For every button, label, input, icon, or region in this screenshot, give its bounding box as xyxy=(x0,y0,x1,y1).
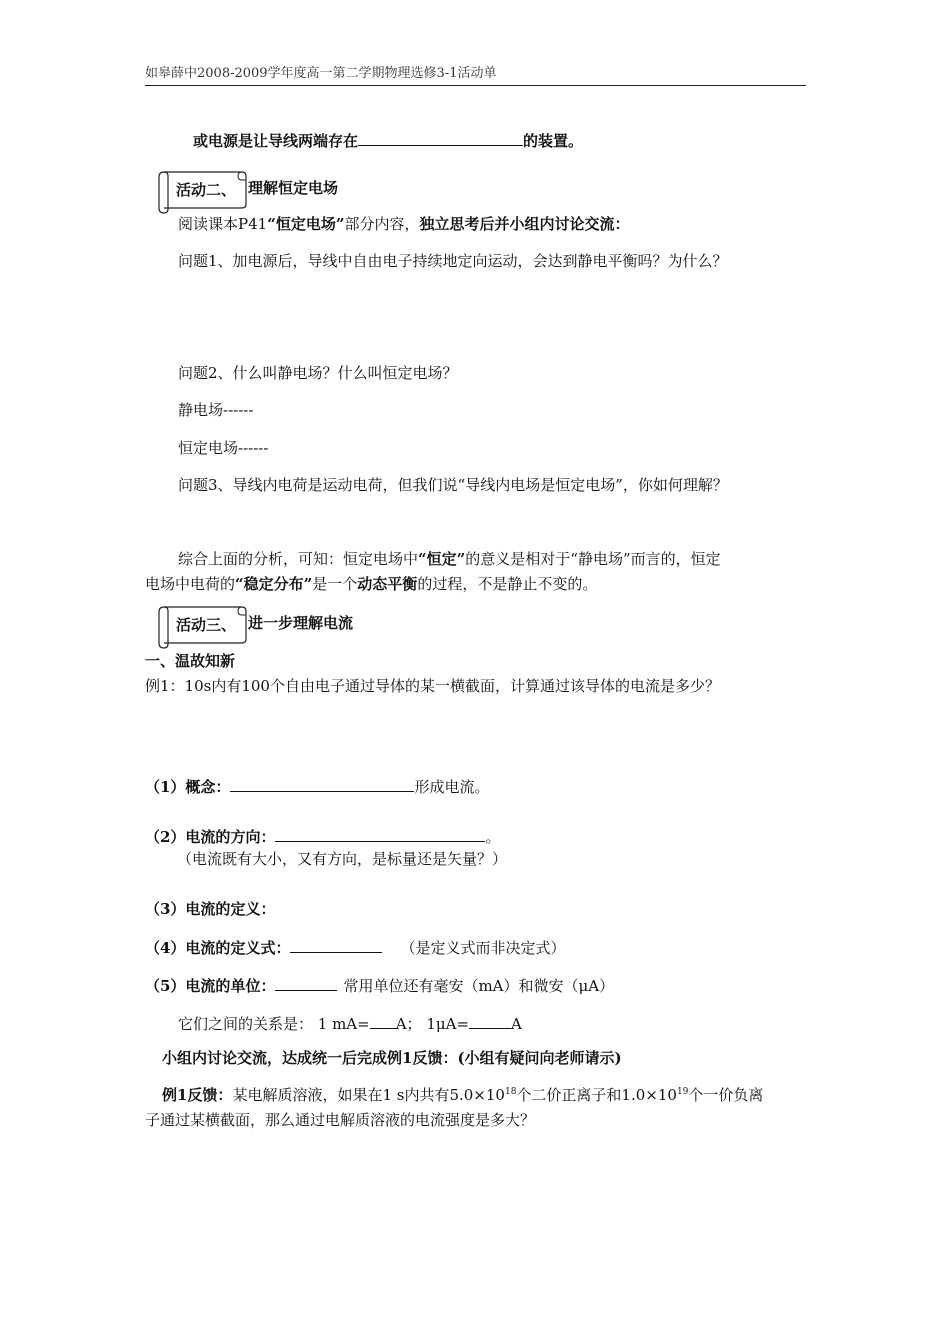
item-label: （4）电流的定义式： xyxy=(145,939,291,957)
relation-text: 它们之间的关系是： 1 mA= xyxy=(178,1015,370,1033)
feedback-line-2: 子通过某横截面，那么通过电解质溶液的电流强度是多大？ xyxy=(145,1111,536,1129)
answer-blank[interactable] xyxy=(230,776,414,792)
feedback-line-1 xyxy=(162,1086,763,1104)
exponent: 19 xyxy=(676,1087,689,1097)
summary-text: 综合上面的分析，可知：恒定电场中 xyxy=(178,550,419,568)
question-2: 问题2、什么叫静电场？什么叫恒定电场？ xyxy=(178,364,458,382)
answer-blank[interactable] xyxy=(290,937,382,953)
relation-text: A； 1μA= xyxy=(395,1015,470,1033)
activity-three-title: 进一步理解电流 xyxy=(248,614,354,632)
item-formula xyxy=(145,937,565,957)
activity-two-title: 理解恒定电场 xyxy=(248,179,339,197)
item-suffix: 形成电流。 xyxy=(414,778,490,796)
reading-instruction xyxy=(178,215,629,233)
relation-text: A xyxy=(511,1015,522,1033)
reading-part-1: 阅读课本P41 xyxy=(178,215,268,233)
item-suffix: 常用单位还有毫安（mA）和微安（μA） xyxy=(343,977,615,995)
summary-text: 电场中电荷的 xyxy=(145,575,236,593)
summary-text: 是一个 xyxy=(312,575,358,593)
direction-note: （电流既有大小，又有方向，是标量还是矢量？） xyxy=(177,850,508,868)
activity-two-scroll xyxy=(156,168,248,208)
feedback-label: 例1反馈： xyxy=(162,1086,233,1104)
summary-bold: “恒定” xyxy=(418,550,466,568)
question-1: 问题1、加电源后，导线中自由电子持续地定向运动，会达到静电平衡吗？为什么？ xyxy=(178,252,728,270)
answer-blank[interactable] xyxy=(275,826,485,842)
item-label: （2）电流的方向： xyxy=(145,828,276,846)
activity-three-label: 活动三、 xyxy=(176,616,237,634)
section-heading: 一、温故知新 xyxy=(145,652,236,670)
item-suffix: 。 xyxy=(485,828,501,846)
item-label: （5）电流的单位： xyxy=(145,977,276,995)
exponent: 18 xyxy=(504,1087,517,1097)
constant-field-line: 恒定电场------ xyxy=(178,439,269,457)
item-concept xyxy=(145,776,489,796)
item-suffix: （是定义式而非决定式） xyxy=(400,939,566,957)
item-unit xyxy=(145,975,614,995)
answer-blank[interactable] xyxy=(275,975,337,991)
summary-text: 的意义是相对于“静电场”而言的，恒定 xyxy=(465,550,721,568)
feedback-text: 某电解质溶液，如果在1 s内共有5.0×10 xyxy=(232,1086,505,1104)
example-1: 例1：10s内有100个自由电子通过导体的某一横截面，计算通过该导体的电流是多少？ xyxy=(145,677,720,695)
item-direction xyxy=(145,826,500,846)
page-header: 如皋薛中2008-2009学年度高一第二学期物理选修3-1活动单 xyxy=(145,66,497,81)
summary-line-1 xyxy=(178,550,721,568)
summary-bold: 动态平衡 xyxy=(357,575,418,593)
summary-bold: “稳定分布” xyxy=(235,575,313,593)
summary-text: 的过程，不是静止不变的。 xyxy=(417,575,598,593)
answer-blank[interactable] xyxy=(469,1013,511,1029)
power-source-prefix: 或电源是让导线两端存在 xyxy=(193,132,359,150)
item-label: （1）概念： xyxy=(145,778,231,796)
feedback-text: 个一价负离 xyxy=(688,1086,764,1104)
reading-part-2: “恒定电场” xyxy=(267,215,345,233)
activity-three-scroll xyxy=(156,603,248,643)
unit-relation xyxy=(178,1013,522,1033)
activity-two-label: 活动二、 xyxy=(176,181,237,199)
power-source-suffix: 的装置。 xyxy=(523,132,584,150)
reading-part-3: 部分内容， xyxy=(344,215,420,233)
feedback-text: 个二价正离子和1.0×10 xyxy=(516,1086,677,1104)
item-definition: （3）电流的定义： xyxy=(145,900,276,918)
reading-part-4: 独立思考后并小组内讨论交流： xyxy=(419,215,630,233)
static-field-line: 静电场------ xyxy=(178,401,254,419)
header-rule xyxy=(145,85,806,86)
answer-blank[interactable] xyxy=(358,130,523,146)
answer-blank[interactable] xyxy=(370,1013,396,1029)
summary-line-2 xyxy=(145,575,597,593)
question-3: 问题3、导线内电荷是运动电荷，但我们说“导线内电场是恒定电场”，你如何理解？ xyxy=(178,476,728,494)
discussion-instruction: 小组内讨论交流，达成统一后完成例1反馈：(小组有疑问向老师请示) xyxy=(162,1049,622,1067)
power-source-line xyxy=(193,130,583,150)
